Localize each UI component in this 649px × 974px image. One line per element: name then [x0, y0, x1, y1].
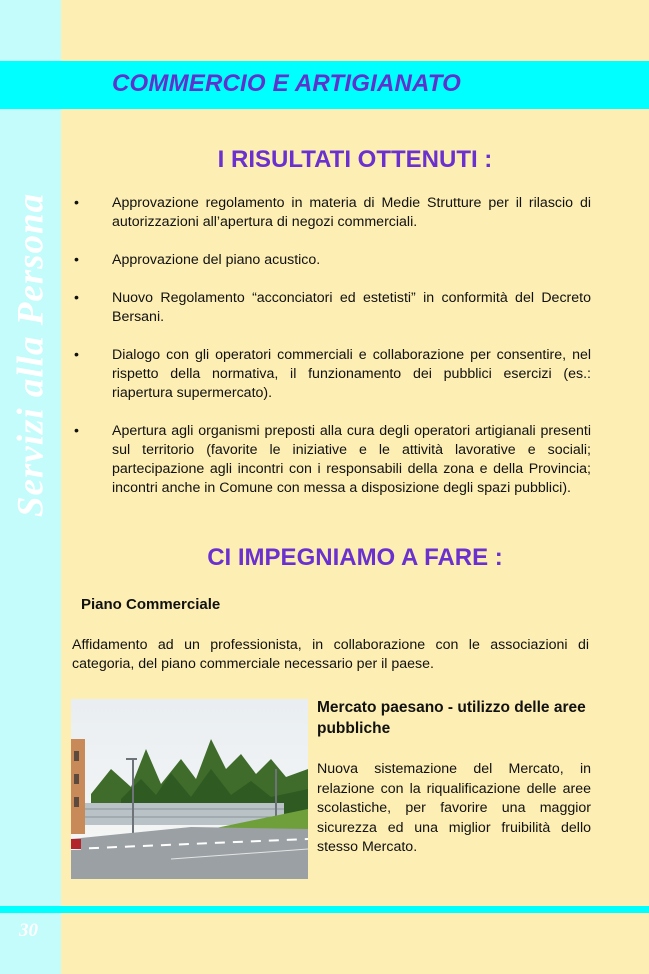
footer-divider [0, 906, 649, 913]
market-text: Nuova sistemazione del Mercato, in relazione con la riqualificazione delle aree scolastiche, per favorire una maggior sicurezza ed una miglior fruibilità dello stesso Mercato. [317, 761, 591, 855]
vertical-section-title [0, 160, 61, 550]
bullet-icon: • [74, 423, 79, 439]
vertical-title-text: Servizi alla Persona [10, 192, 51, 518]
list-item: • Nuovo Regolamento “acconciatori ed estetisti” in conformità del Decreto Bersani. [74, 290, 591, 325]
bullet-icon: • [74, 347, 79, 363]
list-item: • Dialogo con gli operatori commerciali e collaborazione per consentire, nel rispetto della normativa, il funzionamento dei pubblici esercizi (es.: riapertura supermercato). [74, 347, 591, 401]
page-number: 30 [19, 920, 38, 941]
page-title: COMMERCIO E ARTIGIANATO [112, 70, 462, 97]
commercial-plan-text: Affidamento ad un professionista, in collaborazione con le associazioni di categoria, del piano commerciale necessario per il paese. [72, 637, 589, 672]
results-list [61, 194, 591, 517]
commercial-plan-heading: Piano Commerciale [81, 596, 221, 613]
bullet-icon: • [74, 252, 79, 268]
market-heading: Mercato paesano - utilizzo delle aree pubbliche [317, 699, 586, 737]
bullet-icon: • [74, 195, 79, 211]
list-item: • Approvazione regolamento in materia di Medie Strutture per il rilascio di autorizzazioni all’apertura di negozi commerciali. [74, 195, 591, 230]
results-title: I RISULTATI OTTENUTI : [217, 146, 493, 173]
list-item: • Approvazione del piano acustico. [74, 252, 321, 268]
list-item: • Apertura agli organismi preposti alla cura degli operatori artigianali presenti sul territorio (favorite le iniziative e le attività lavorative e sociali; partecipazione agli incontri con i responsabili della zona e della Provincia; incontri anche in Comune con messa a disposizione degli spazi pubblici). [74, 423, 591, 496]
plans-title: CI IMPEGNIAMO A FARE : [207, 544, 503, 571]
bullet-icon: • [74, 290, 79, 306]
market-area-photo [71, 699, 308, 879]
